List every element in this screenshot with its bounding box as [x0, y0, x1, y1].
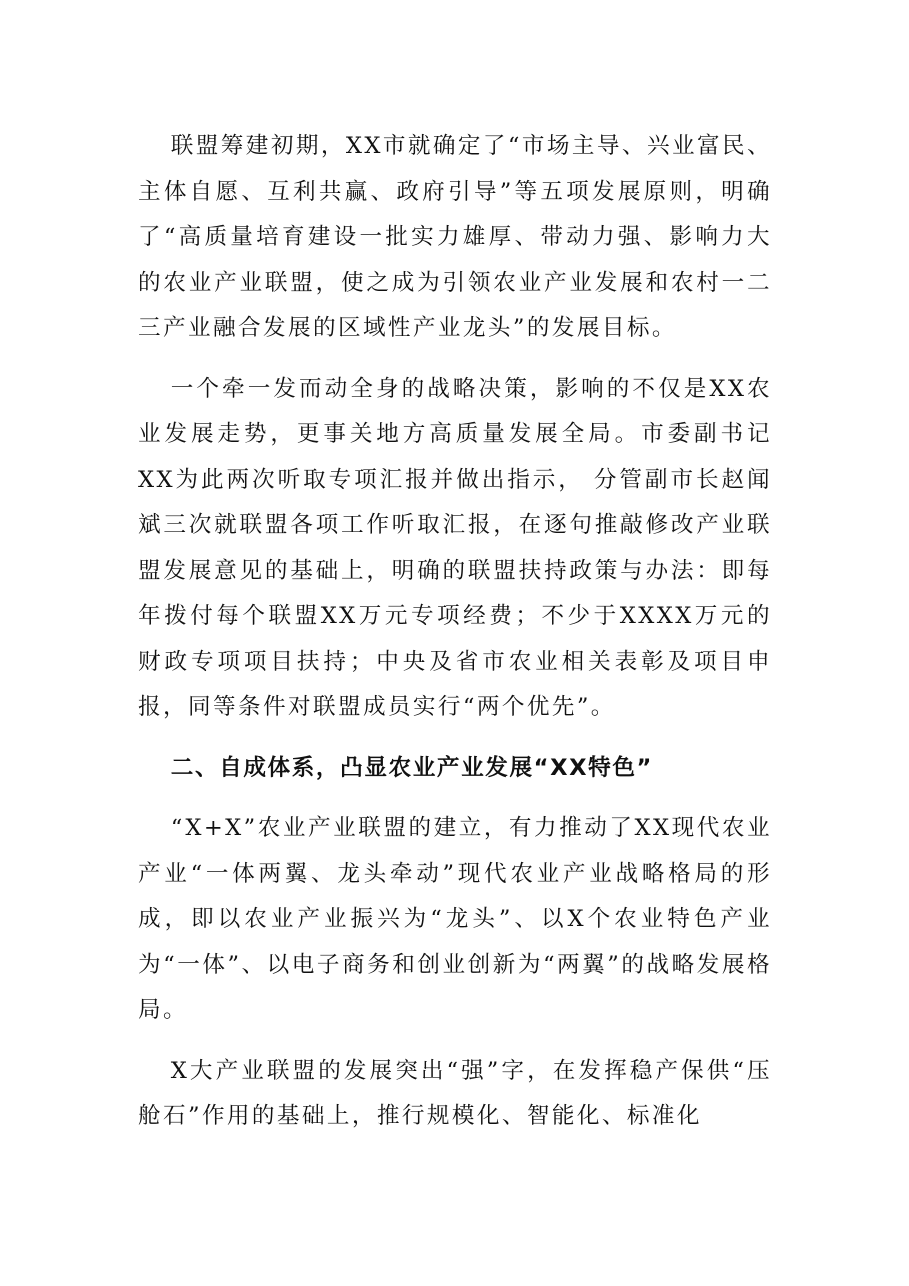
section-heading: 二、自成体系，凸显农业产业发展“XX特色” — [170, 754, 653, 781]
paragraph-industry-strength: X大产业联盟的发展突出“强”字，在发挥稳产保供“压舱石”作用的基础上，推行规模化、智能化、标准化 — [138, 1057, 772, 1129]
document-body — [138, 124, 772, 1155]
paragraph-alliance-pattern: “X+X”农业产业联盟的建立，有力推动了XX现代农业产业“一体两翼、龙头牵动”现代农业产业战略格局的形成，即以农业产业振兴为“龙头”、以X个农业特色产业为“一体”、以电子商务和创业创新为“两翼”的战略发展格局。 — [138, 815, 772, 1023]
paragraph-principles: 联盟筹建初期，XX市就确定了“市场主导、兴业富民、主体自愿、互利共赢、政府引导”等五项发展原则，明确了“高质量培育建设一批实力雄厚、带动力强、影响力大的农业产业联盟，使之成为引领农业产业发展和农村一二三产业融合发展的区域性产业龙头”的发展目标。 — [138, 133, 772, 341]
paragraph-strategy: 一个牵一发而动全身的战略决策，影响的不仅是XX农业发展走势，更事关地方高质量发展全局。市委副书记XX为此两次听取专项汇报并做出指示， 分管副市长赵闻斌三次就联盟各项工作听取汇报，在逐句推敲修改产业联盟发展意见的基础上，明确的联盟扶持政策与办法：即每年拨付每个联盟XX万元专项经费；不少于XXXX万元的财政专项项目扶持；中央及省市农业相关表彰及项目申报，同等条件对联盟成员实行“两个优先”。 — [138, 375, 772, 720]
